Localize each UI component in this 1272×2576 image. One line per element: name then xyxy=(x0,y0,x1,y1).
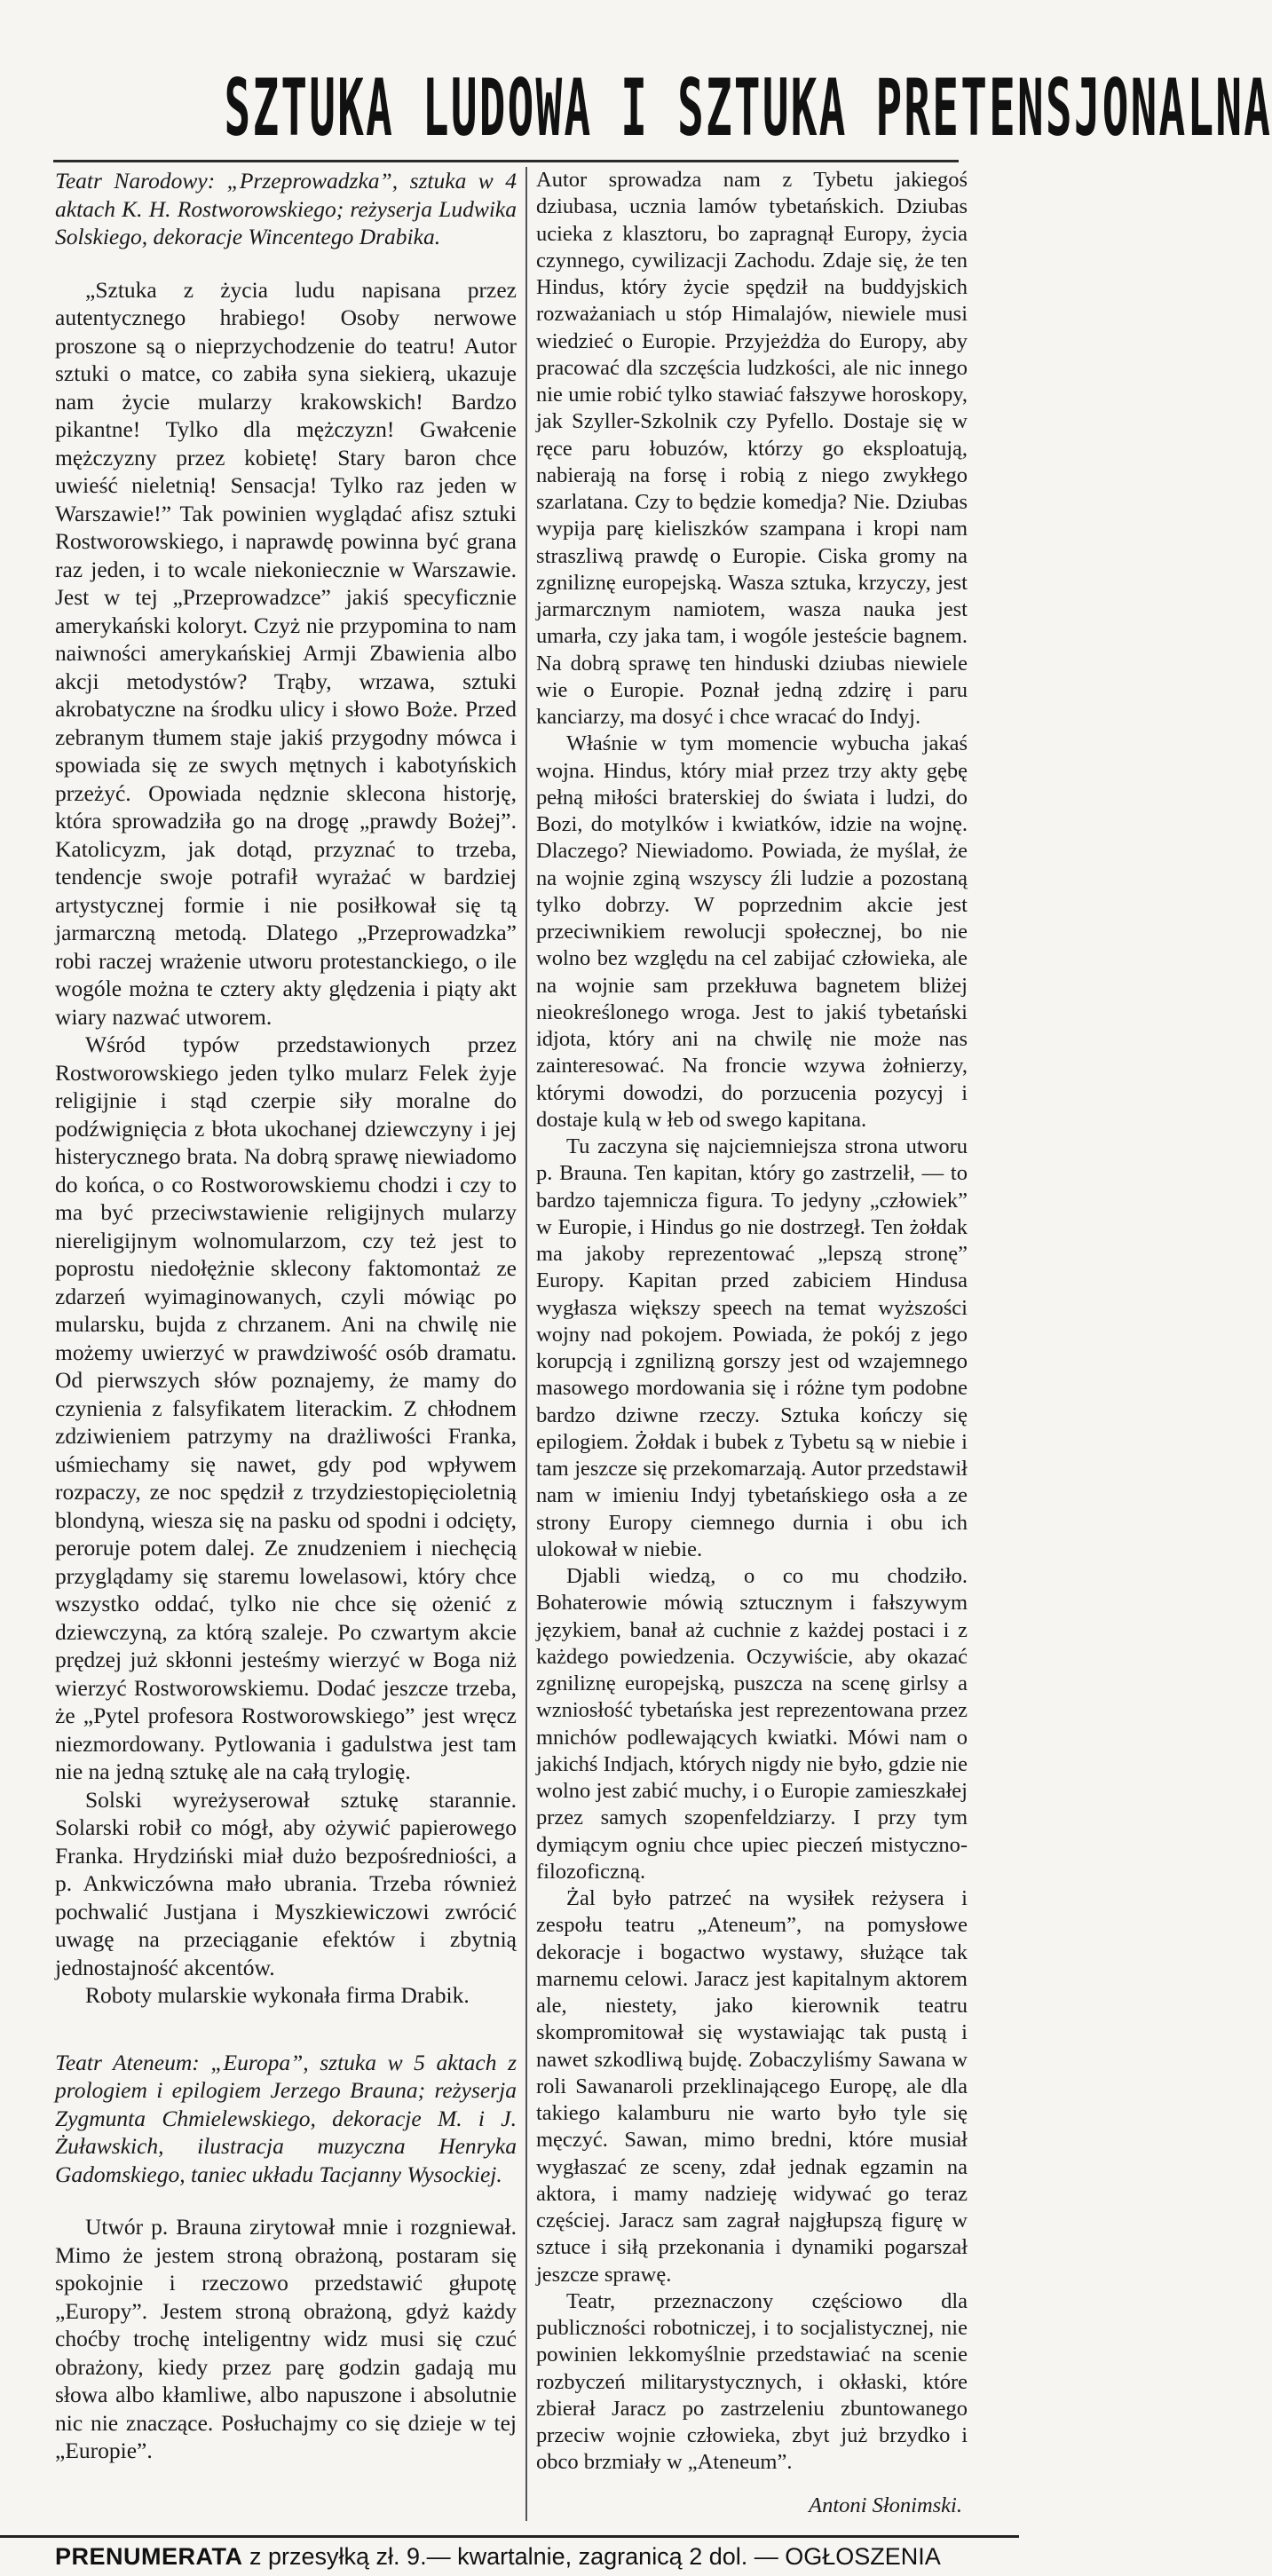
review2-paragraph-1: Utwór p. Brauna zirytował mnie i rozgniewał. Mimo że jestem stroną obrażoną, postaram się spokojnie i rzeczowo przedstawić głupotę „Europy”. Jestem stroną obrażoną, gdyż każdy choćby trochę inteligentny widz musi się czuć obrażony, kiedy przez parę godzin gadają mu słowa albo kłamliwe, albo napuszone i absolutnie nic nie znaczące. Posłuchajmy co się dzieje w tej „Europie”. xyxy=(55,2214,517,2463)
subscription-footer xyxy=(0,2535,1019,2576)
right-column xyxy=(536,167,968,2537)
review2-paragraph-7: Teatr, przeznaczony częściowo dla publiczności robotniczej, i to socjalistycznej, nie powinien lekkomyślnie przedstawiać na scenie rozbyczeń militarystycznych, i okłaski, które zbierał Jaracz po zastrzeleniu zbuntowanego przeciw wojnie człowieka, zbyt już brzydko i obco brzmiały w „Ateneum”. xyxy=(536,2288,968,2475)
review2-paragraph-6: Żal było patrzeć na wysiłek reżysera i zespołu teatru „Ateneum”, na pomysłowe dekoracje i bogactwo wystawy, służące tak marnemu celowi. Jaracz jest kapitalnym aktorem ale, niestety, jako kierownik teatru skompromitował się wystawiając tak pustą i nawet szkodliwą bujdę. Zobaczyliśmy Sawana w roli Sawanaroli przeklinającego Europę, ale dla takiego kalamburu nie warto było tyle się męczyć. Sawan, mimo bredni, które musiał wygłaszać ze sceny, zdał jednak egzamin na aktora, i mamy nadzieję widywać go teraz częściej. Jaracz sam zagrał najgłupszą figurę w sztuce i siłą przekonania i dynamiki pogarszał jeszcze sprawę. xyxy=(536,1886,968,2287)
review2-paragraph-5: Djabli wiedzą, o co mu chodziło. Bohaterowie mówią sztucznym i fałszywym językiem, banał aż cuchnie z każdej postaci i z każdego powiedzenia. Oczywiście, aby okazać zgniliznę europejską, puszcza na scenę girlsy a wzniosłość tybetańska jest reprezentowana przez mnichów podlewających kwiatki. Mówi nam o jakichś Indjach, których nigdy nie było, gdzie nie wolno jest zabić muchy, i o Europie zamieszkałej przez samych szopenfeldziarzy. I przy tym dymiącym ogniu chce upiec pieczeń mistyczno-filozoficzną. xyxy=(536,1564,968,1884)
review1-intro: Teatr Narodowy: „Przeprowadzka”, sztuka w 4 aktach K. H. Rostworowskiego; reżyserja Ludwika Solskiego, dekoracje Wincentego Drabika. xyxy=(55,168,517,249)
footer-text: z przesyłką zł. 9.— kwartalnie, zagranicą 2 dol. — OGŁOSZENIA xyxy=(249,2543,941,2570)
review2-paragraph-3: Właśnie w tym momencie wybucha jakaś wojna. Hindus, który miał przez trzy akty gębę pełną miłości braterskiej do świata i ludzi, do Bozi, do motylków i kwiatków, idzie na wojnę. Dlaczego? Niewiadomo. Powiada, że myślał, że na wojnie zginą wszyscy źli ludzie a pozostaną tylko dobrzy. W poprzednim akcie jest przeciwnikiem rewolucji społecznej, bo nie wolno bez względu na cel zabijać człowieka, ale na wojnie sam przekłuwa bagnetem bliżej nieokreślonego wroga. Jest to jakiś tybetański idjota, który ani na chwilę nie może nas zainteresować. Na froncie wzywa żołnierzy, którymi dowodzi, do porzucenia pozycyj i dostaje kulą w łeb od swego kapitana. xyxy=(536,731,968,1132)
review2-paragraph-4: Tu zaczyna się najciemniejsza strona utworu p. Brauna. Ten kapitan, który go zastrzelił, — to bardzo tajemnicza figura. To jedyny „człowiek” w Europie, i Hindus go nie dostrzegł. Ten żołdak ma jakoby reprezentować „lepszą stronę” Europy. Kapitan przed zabiciem Hindusa wygłasza większy speech na temat wyższości wojny nad pokojem. Powiada, że pokój z jego korupcją i zgnilizną gorszy jest od wzajemnego masowego mordowania się i różne tym podobne bardzo dziwne rzeczy. Sztuka kończy się epilogiem. Żołdak i bubek z Tybetu są w niebie i tam jeszcze się przekomarzają. Autor przedstawił nam w imieniu Indyj tybetańskiego osła a ze strony Europy ciemnego durnia i obu ich ulokował w niebie. xyxy=(536,1134,968,1561)
author-signature: Antoni Słonimski. xyxy=(809,2493,962,2517)
review2-intro: Teatr Ateneum: „Europa”, sztuka w 5 aktach z prologiem i epilogiem Jerzego Brauna; reżyserja Zygmunta Chmielewskiego, dekoracje M. i J. Żuławskich, ilustracja muzyczna Henryka Gadomskiego, taniec układu Tacjanny Wysockiej. xyxy=(55,2049,517,2187)
headline-rule xyxy=(53,160,959,162)
left-column xyxy=(55,167,517,2537)
review1-paragraph-1: „Sztuka z życia ludu napisana przez autentycznego hrabiego! Osoby nerwowe proszone są o nieprzychodzenie do teatru! Autor sztuki o matce, co zabiła syna siekierą, ukazuje nam życie mularzy krakowskich! Bardzo pikantne! Tylko dla mężczyzn! Gwałcenie mężczyzny przez kobietę! Stary baron chce uwieść nieletnią! Sensacja! Tylko raz jeden w Warszawie!” Tak powinien wyglądać afisz sztuki Rostworowskiego, i naprawdę powinna być grana raz jeden, i to wcale niekoniecznie w Warszawie. Jest w tej „Przeprowadzce” jakiś specyficznie amerykański koloryt. Czyż nie przypomina to nam naiwności amerykańskiej Armji Zbawienia albo akcji metodystów? Trąby, wrzawa, sztuki akrobatyczne na środku ulicy i słowo Boże. Przed zebranym tłumem staje jakiś przygodny mówca i spowiada się ze swych mętnych i kabotyńskich przeżyć. Opowiada nędznie sklecona historję, która sprowadziła go na drogę „prawdy Bożej”. Katolicyzm, jak dotąd, przyznać to trzeba, tendencje swoje potrafił wyrażać w bardziej artystycznej formie i nie posiłkował się tą jarmarczną metodą. Dlatego „Przeprowadzka” robi raczej wrażenie utworu protestanckiego, o ile wogóle można te cztery akty ględzenia i piąty akt wiary nazwać utworem. xyxy=(55,276,517,1030)
article-headline: SZTUKA LUDOWA I SZTUKA PRETENSJONALNA xyxy=(224,62,1272,154)
column-divider xyxy=(525,167,527,2521)
review2-paragraph-2: Autor sprowadza nam z Tybetu jakiegoś dziubasa, ucznia lamów tybetańskich. Dziubas ucieka z klasztoru, bo zapragnął Europy, życia czynnego, cywilizacji Zachodu. Zdaje się, że ten Hindus, który życie spędził na buddyjskich rozważaniach u stóp Himalajów, niewiele musi wiedzieć o Europie. Przyjeżdża do Europy, aby pracować dla szczęścia ludzkości, ale nic innego nie umie robić tylko stawiać fałszywe horoskopy, jak Szyller-Szkolnik czy Pyfello. Dostaje się w ręce paru łobuzów, którzy go eksploatują, nabierają na forsę i robią z niego zwykłego szarlatana. Czy to będzie komedja? Nie. Dziubas wypija parę kieliszków szampana i kropi nam straszliwą prawdę o Europie. Ciska gromy na zgniliznę europejską. Wasza sztuka, krzyczy, jest jarmarcznym namiotem, wasza nauka jest umarła, czy jaka tam, i wogóle jesteście bagnem. Na dobrą sprawę ten hinduski dziubas niewiele wie o Europie. Poznał jedną zdzirę i paru kanciarzy, ma dosyć i chce wracać do Indyj. xyxy=(536,168,968,729)
review1-paragraph-4: Roboty mularskie wykonała firma Drabik. xyxy=(85,1982,470,2008)
review1-paragraph-2: Wśród typów przedstawionych przez Rostworowskiego jeden tylko mularz Felek żyje religijnie i stąd czerpie siły moralne do podźwignięcia z błota ukochanej dziewczyny i jej histerycznego brata. Na dobrą sprawę niewiadomo do końca, o co Rostworowskiemu chodzi i czy to ma być przeciwstawienie religijnych mularzy niereligijnym wolnomularzom, czy też jest to poprostu niedołężnie sklecony faktomontaż ze zdarzeń wyimaginowanych, czyli mówiąc po mularsku, bujda z chrzanem. Ani na chwilę nie możemy uwierzyć w prawdziwość osób dramatu. Od pierwszych słów poznajemy, że mamy do czynienia z falsyfikatem literackim. Z chłodnem zdziwieniem patrzymy na drażliwości Franka, uśmiechamy się nawet, gdy pod wpływem rozpaczy, ze noc spędził z trzydziestopięcioletnią blondyną, wiesza się na pasku od spodni i odcięty, peroruje potem dalej. Ze znudzeniem i niechęcią przyglądamy się staremu lowelasowi, który chce wszystko oddać, tylko nie chce się ożenić z dziewczyną, za którą szaleje. Po czwartym akcie prędzej już skłonni jesteśmy wierzyć w Boga niż wierzyć Rostworowskiemu. Dodać jeszcze trzeba, że „Pytel profesora Rostworowskiego” jest wręcz niezmordowany. Pytlowania i gadulstwa jest tam nie na jedną sztukę ale na całą trylogię. xyxy=(55,1031,517,1784)
footer-label: PRENUMERATA xyxy=(55,2543,243,2570)
review1-paragraph-3: Solski wyreżyserował sztukę starannie. Solarski robił co mógł, aby ożywić papierowego Franka. Hrydziński miał dużo bezpośredniości, a p. Ankwiczówna mało ubrania. Trzeba również pochwalić Justjana i Myszkiewiczowi zwrócić uwagę na przeciąganie efektów i zbytnią jednostajność akcentów. xyxy=(55,1786,517,1980)
